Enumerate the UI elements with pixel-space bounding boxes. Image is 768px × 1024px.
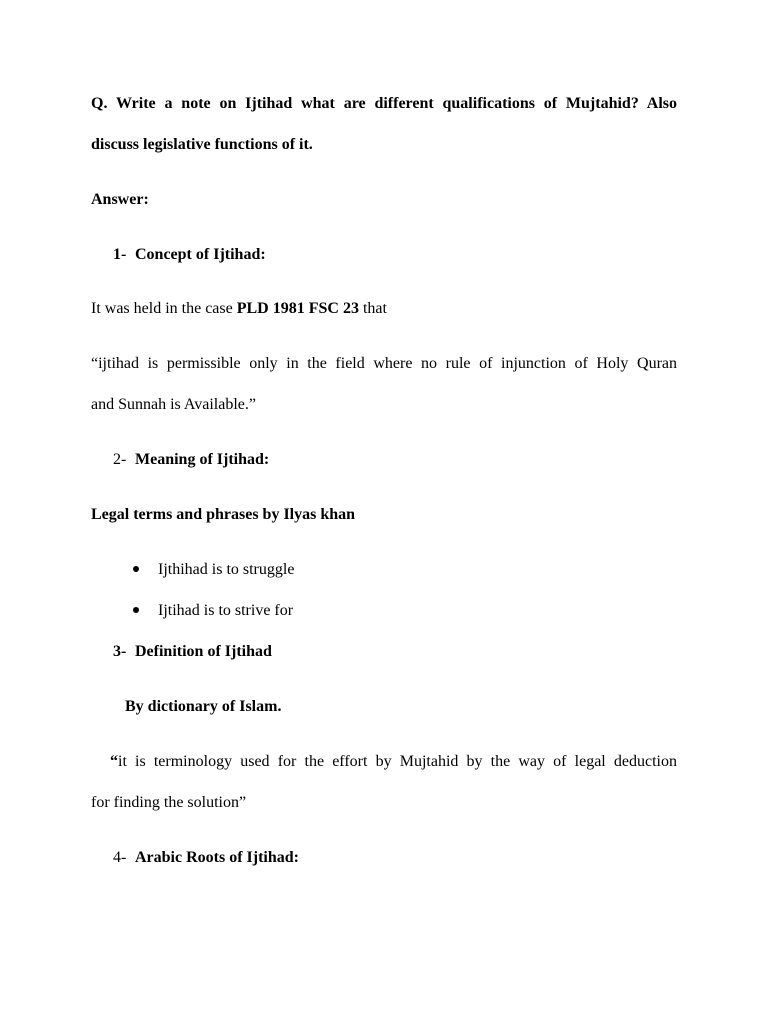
definition-open-quote: “: [110, 753, 118, 770]
bullet-2-text: Ijtihad is to strive for: [158, 602, 294, 619]
section-1-number: 1-: [113, 246, 127, 263]
case-quote-line-1: “ijtihad is permissible only in the field where no rule of injunction of Holy Quran: [91, 355, 677, 372]
case-reference-line: [91, 299, 387, 319]
question-line-1: Q. Write a note on Ijtihad what are different qualifications of Mujtahid? Also: [91, 95, 677, 112]
section-3-number: 3-: [113, 643, 127, 660]
definition-quote-text: it is terminology used for the effort by Mujtahid by the way of legal deduction: [118, 753, 677, 770]
bullet-1-marker: [133, 566, 139, 572]
section-2-source: Legal terms and phrases by Ilyas khan: [91, 506, 356, 523]
bullet-1-text: Ijthihad is to struggle: [158, 561, 295, 578]
section-2-heading: [113, 450, 269, 470]
case-quote-line-2: and Sunnah is Available.”: [91, 396, 256, 413]
answer-label: Answer:: [91, 191, 149, 208]
section-1-title: Concept of Ijtihad:: [135, 246, 266, 263]
section-4-heading: [113, 848, 299, 868]
case-suffix: that: [358, 300, 387, 317]
definition-quote-line-2: for finding the solution”: [91, 794, 247, 811]
bullet-2-marker: [133, 607, 139, 613]
section-1-heading: [113, 245, 266, 265]
section-2-number: 2-: [113, 451, 127, 468]
definition-quote-line-1: [110, 752, 677, 772]
section-4-title: Arabic Roots of Ijtihad:: [135, 849, 299, 866]
section-3-source: By dictionary of Islam.: [125, 698, 282, 715]
section-2-title: Meaning of Ijtihad:: [135, 451, 270, 468]
section-4-number: 4-: [113, 849, 127, 866]
case-prefix: It was held in the case: [91, 300, 237, 317]
case-citation: PLD 1981 FSC 23: [236, 300, 359, 317]
question-line-2: discuss legislative functions of it.: [91, 136, 313, 153]
section-3-title: Definition of Ijtihad: [135, 643, 272, 660]
section-3-heading: [113, 642, 272, 662]
